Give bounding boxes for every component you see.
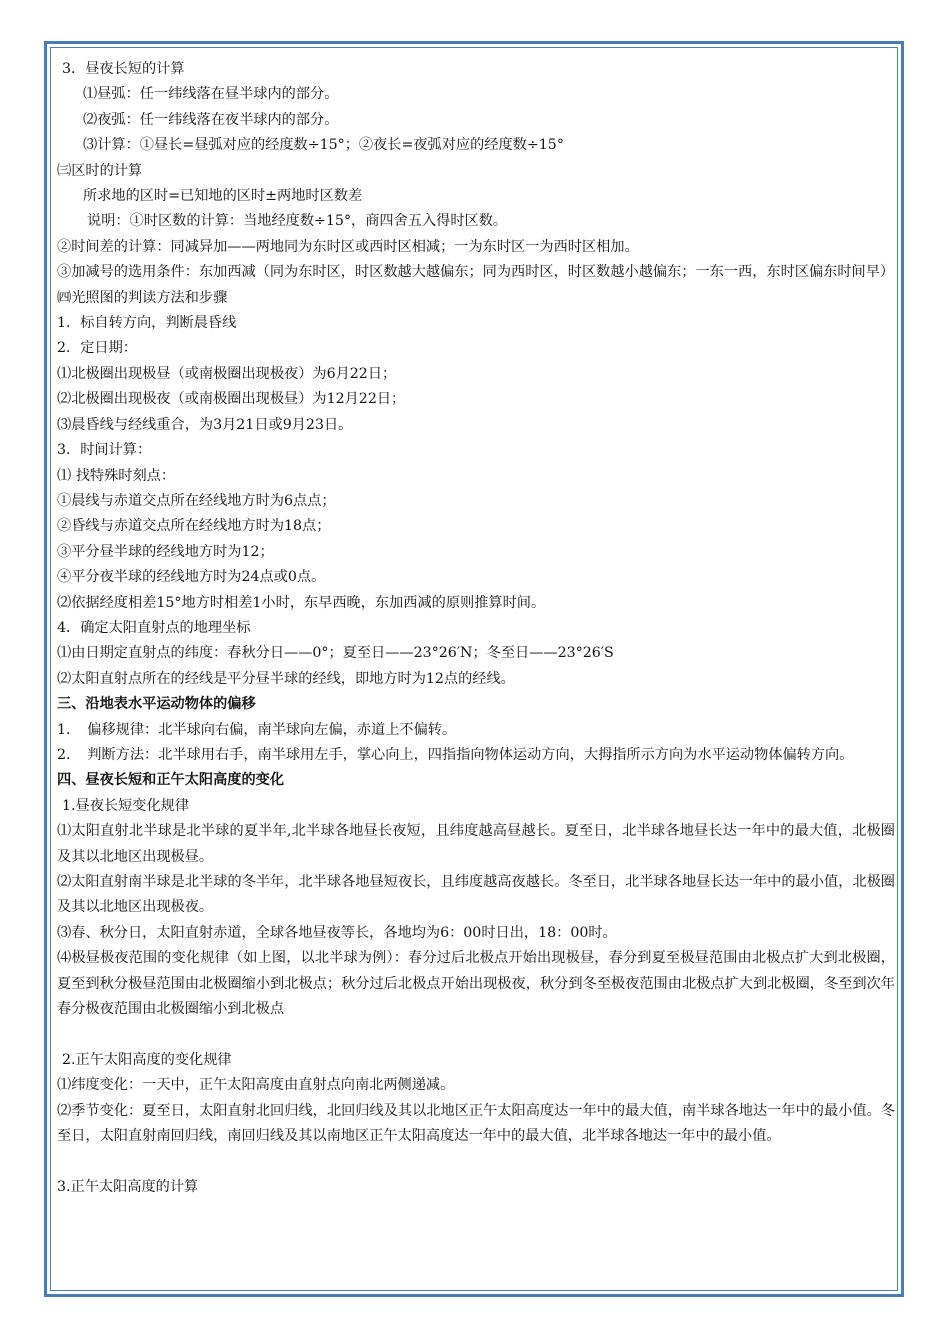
text-line: ⑵依据经度相差15°地方时相差1小时，东早西晚，东加西减的原则推算时间。: [57, 594, 546, 611]
text-line: 4．确定太阳直射点的地理坐标: [57, 619, 251, 636]
text-line: ⑴纬度变化：一天中，正午太阳高度由直射点向南北两侧递减。: [57, 1077, 455, 1094]
text-line: ⑶计算：①昼长=昼弧对应的经度数÷15°；②夜长=夜弧对应的经度数÷15°: [83, 137, 564, 154]
text-line: ②时间差的计算：同减异加——两地同为东时区或西时区相减；一为东时区一为西时区相加。: [57, 238, 639, 255]
section-heading: ㈢区时的计算: [57, 162, 143, 179]
text-line: 3.正午太阳高度的计算: [57, 1178, 199, 1195]
document-body: [57, 57, 895, 1200]
text-line: ③平分昼半球的经线地方时为12；: [57, 543, 274, 560]
section-heading: 3．昼夜长短的计算: [62, 61, 185, 77]
section-heading-bold: 四、昼夜长短和正午太阳高度的变化: [57, 772, 285, 789]
section-heading: ㈣光照图的判读方法和步骤: [57, 289, 228, 306]
text-paragraph: ⑵季节变化：夏至日，太阳直射北回归线，北回归线及其以北地区正午太阳高度达一年中的最大值，南半球各地达一年中的最小值。冬至日，太阳直射南回归线，南回归线及其以南地区正午太阳高度达一年中的最大值，北半球各地达一年中的最小值。: [57, 1102, 895, 1145]
text-line: ⑴昼弧：任一纬线落在昼半球内的部分。: [83, 86, 339, 103]
text-line: ⑴ 找特殊时刻点：: [57, 467, 176, 484]
section-heading-bold: 三、沿地表水平运动物体的偏移: [57, 696, 256, 713]
text-line: 说明：①时区数的计算：当地经度数÷15°，商四舍五入得时区数。: [87, 213, 508, 230]
text-paragraph: ⑵太阳直射南半球是北半球的冬半年，北半球各地昼短夜长，且纬度越高夜越长。冬至日，北半球各地昼长达一年中的最小值，北极圈及其以北地区出现极夜。: [57, 874, 895, 916]
text-line: ④平分夜半球的经线地方时为24点或0点。: [57, 569, 326, 586]
text-line: ⑵太阳直射点所在的经线是平分昼半球的经线，即地方时为12点的经线。: [57, 670, 515, 687]
text-line: 1． 偏移规律：北半球向右偏，南半球向左偏，赤道上不偏转。: [57, 721, 457, 738]
text-line: ⑶晨昏线与经线重合，为3月21日或9月23日。: [57, 416, 353, 433]
text-paragraph: 2． 判断方法：北半球用右手，南半球用左手，掌心向上，四指指向物体运动方向，大拇指所示方向为水平运动物体偏转方向。: [57, 746, 854, 763]
text-line: ⑴由日期定直射点的纬度：春秋分日——0°；夏至日——23°26′N；冬至日——23°26′S: [57, 645, 614, 662]
text-paragraph: ③加减号的选用条件：东加西减（同为东时区，时区数越大越偏东；同为西时区，时区数越小越偏东；一东一西，东时区偏东时间早）: [57, 264, 895, 281]
text-line: ⑴北极圈出现极昼（或南极圈出现极夜）为6月22日；: [57, 365, 397, 382]
text-line: 3．时间计算：: [57, 442, 152, 459]
text-line: ⑵夜弧：任一纬线落在夜半球内的部分。: [83, 111, 339, 128]
text-line: ⑵北极圈出现极夜（或南极圈出现极昼）为12月22日；: [57, 391, 406, 408]
blank-line: [57, 1149, 895, 1174]
text-line: ①晨线与赤道交点所在经线地方时为6点点；: [57, 492, 336, 509]
text-paragraph: ⑷极昼极夜范围的变化规律（如上图，以北半球为例）：春分过后北极点开始出现极昼，春分到夏至极昼范围由北极点扩大到北极圈，夏至到秋分极昼范围由北极圈缩小到北极点；秋分过后北极点开始出现极夜，秋分到冬至极夜范围由北极点扩大到北极圈，冬至到次年春分极夜范围由北极圈缩小到北极点: [57, 950, 895, 1018]
text-line: 所求地的区时=已知地的区时±两地时区数差: [83, 188, 363, 205]
text-line: ⑶春、秋分日，太阳直射赤道，全球各地昼夜等长，各地均为6：00时日出，18：00时。: [57, 924, 617, 941]
text-line: ②昏线与赤道交点所在经线地方时为18点；: [57, 518, 331, 535]
text-paragraph: ⑴太阳直射北半球是北半球的夏半年,北半球各地昼长夜短，且纬度越高昼越长。夏至日，北半球各地昼长达一年中的最大值，北极圈及其以北地区出现极昼。: [57, 823, 895, 865]
text-line: 2．定日期：: [57, 340, 137, 357]
text-line: 1．标自转方向，判断晨昏线: [57, 315, 237, 332]
blank-line: [57, 1022, 895, 1047]
text-line: 2.正午太阳高度的变化规律: [62, 1051, 232, 1068]
text-line: 1.昼夜长短变化规律: [62, 797, 190, 814]
